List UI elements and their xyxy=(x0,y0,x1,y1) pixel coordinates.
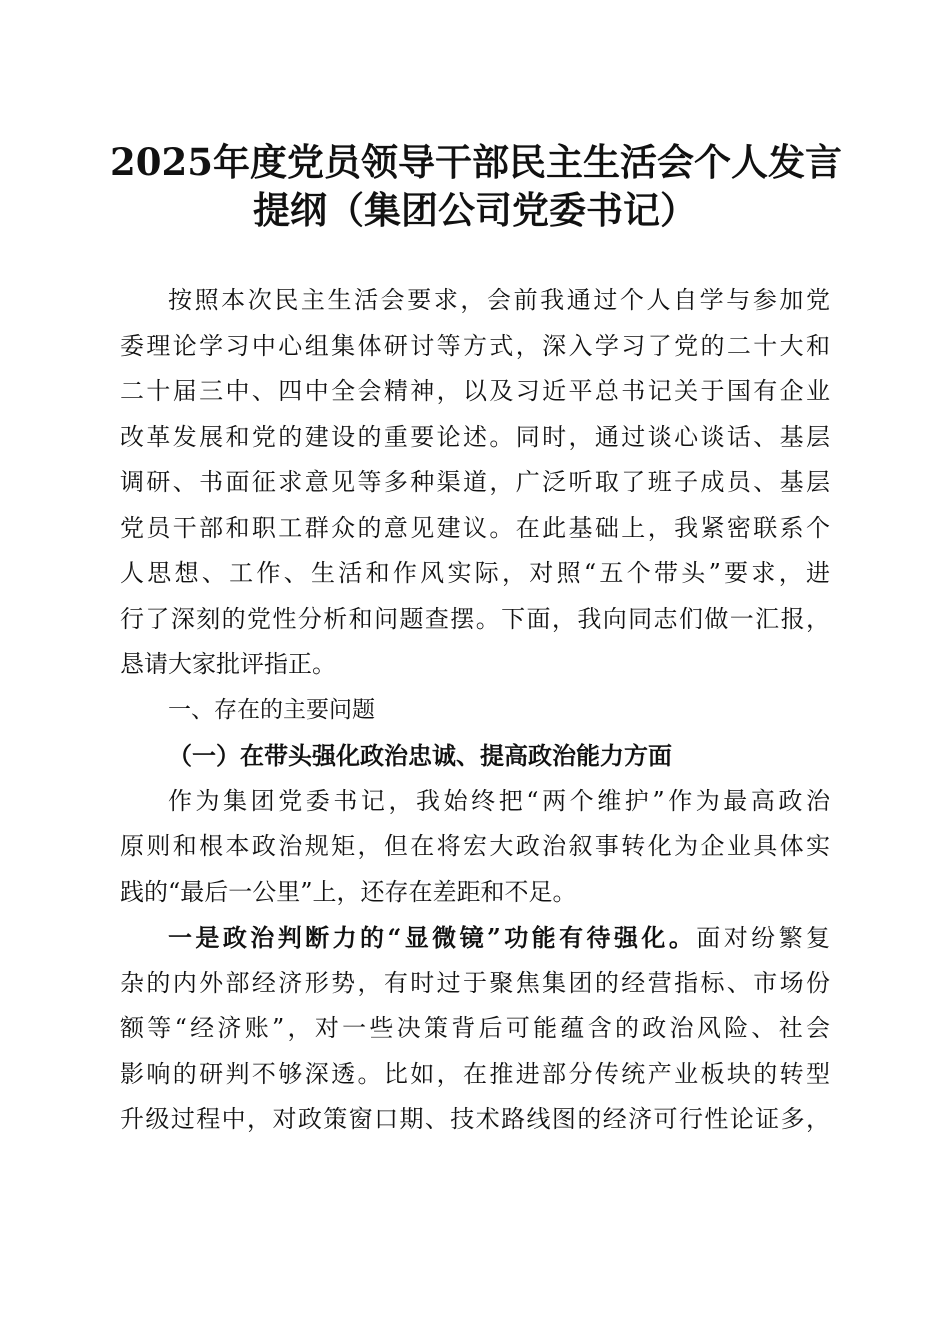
paragraph-lead: 一是政治判断力的“显微镜”功能有待强化。 xyxy=(168,923,697,952)
title-line-1: 2025年度党员领导干部民主生活会个人发言 xyxy=(110,140,842,184)
intro-paragraph xyxy=(120,278,830,688)
paragraph-two xyxy=(120,779,830,916)
intro-line: 二十届三中、四中全会精神，以及习近平总书记关于国有企业 xyxy=(120,377,830,405)
document-body xyxy=(120,278,830,1143)
intro-line: 委理论学习中心组集体研讨等方式，深入学习了党的二十大和 xyxy=(120,331,830,360)
intro-line: 按照本次民主生活会要求，会前我通过个人自学与参加党 xyxy=(168,286,830,314)
paragraph-line: 影响的研判不够深透。比如，在推进部分传统产业板块的转型 xyxy=(120,1059,830,1088)
intro-line: 改革发展和党的建设的重要论述。同时，通过谈心谈话、基层 xyxy=(120,422,830,451)
intro-line: 行了深刻的党性分析和问题查摆。下面，我向同志们做一汇报， xyxy=(120,604,830,633)
title-line-2: 提纲（集团公司党委书记） xyxy=(253,188,697,232)
paragraph-line: 原则和根本政治规矩，但在将宏大政治叙事转化为企业具体实 xyxy=(120,832,830,860)
paragraph-line: 践的“最后一公里”上，还存在差距和不足。 xyxy=(120,877,577,906)
paragraph-line: 升级过程中，对政策窗口期、技术路线图的经济可行性论证多， xyxy=(120,1105,830,1133)
paragraph-three xyxy=(120,915,830,1143)
intro-line: 党员干部和职工群众的意见建议。在此基础上，我紧密联系个 xyxy=(120,513,830,542)
intro-line: 调研、书面征求意见等多种渠道，广泛听取了班子成员、基层 xyxy=(120,468,830,496)
subsection-heading: （一）在带头强化政治忠诚、提高政治能力方面 xyxy=(168,741,672,770)
document-title xyxy=(110,138,840,234)
section-heading: 一、存在的主要问题 xyxy=(168,696,375,723)
paragraph-line: 杂的内外部经济形势，有时过于聚焦集团的经营指标、市场份 xyxy=(120,968,830,997)
paragraph-line: 额等“经济账”，对一些决策背后可能蕴含的政治风险、社会 xyxy=(120,1014,830,1042)
paragraph-line: 作为集团党委书记，我始终把“两个维护”作为最高政治 xyxy=(168,786,830,815)
paragraph-line xyxy=(120,915,830,961)
intro-line: 恳请大家批评指正。 xyxy=(120,650,336,678)
intro-line: 人思想、工作、生活和作风实际，对照“五个带头”要求，进 xyxy=(120,559,830,587)
paragraph-lead-rest: 面对纷繁复 xyxy=(696,924,831,952)
